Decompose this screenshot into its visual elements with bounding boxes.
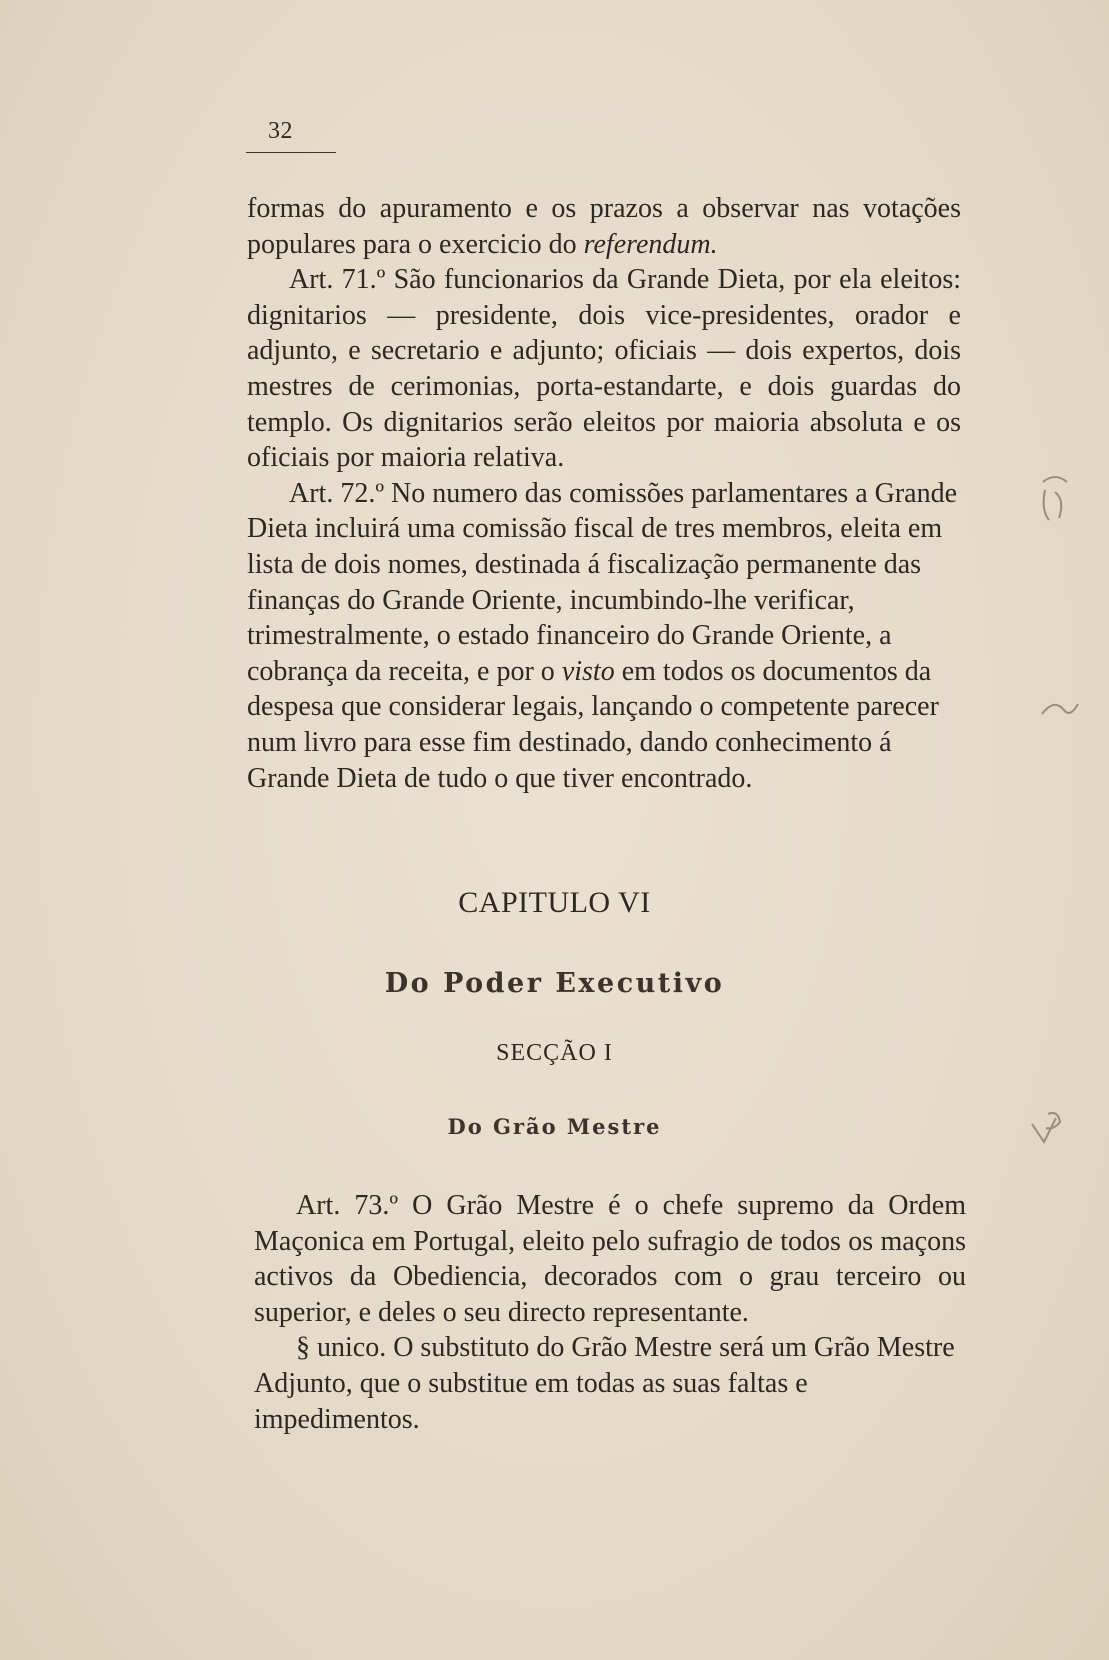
paragraph-art-71: Art. 71.º São funcionarios da Grande Dieta, por ela eleitos: dignitarios — presidente, dois vice-presidentes, orador e adjunto, e secretario e adjunto; oficiais — dois expertos, dois mestres de cerimonias, porta-estandarte, e dois guardas do templo. Os dignitarios serão eleitos por maioria absoluta e os oficiais por maioria relativa. <box>247 264 961 474</box>
paragraph-art-73: Art. 73.º O Grão Mestre é o chefe supremo da Ordem Maçonica em Portugal, eleito pelo sufragio de todos os maçons activos da Obediencia, decorados com o grau terceiro ou superior, e deles o seu directo representante. <box>254 1190 966 1328</box>
paragraph-art-72 <box>247 476 961 796</box>
paragraph-text: em todos os documentos da despesa que considerar legais, lançando o competente parecer num livro para esse fim destinado, dando conhecimento á Grande Dieta de tudo o que tiver encontrado. <box>247 655 939 794</box>
chapter-subtitle: Do Poder Executivo <box>384 968 725 999</box>
paragraph-referendum <box>247 191 961 262</box>
section-heading: SECÇÃO I <box>496 1040 613 1066</box>
text-block-articles-71-72 <box>247 191 961 796</box>
section-title: Do Grão Mestre <box>447 1114 662 1139</box>
text-block-article-73 <box>254 1188 966 1437</box>
italic-visto: visto <box>561 655 615 687</box>
margin-mark-icon <box>1028 1108 1068 1158</box>
page-number: 32 <box>268 118 293 144</box>
paragraph-text: Art. 72.º No numero das comissões parlamentares a Grande Dieta incluirá uma comissão fiscal de tres membros, eleita em lista de dois nomes, destinada á fiscalização permanente das finanças do Grande Oriente, incumbindo-lhe verificar, trimestralmente, o estado financeiro do Grande Oriente, a cobrança da receita, e por o <box>247 477 958 687</box>
page-number-rule <box>246 152 336 153</box>
margin-mark-icon <box>1035 470 1075 530</box>
italic-referendum: referendum. <box>583 228 718 260</box>
paragraph-unico: § unico. O substituto do Grão Mestre será um Grão Mestre Adjunto, que o substitue em todas as suas faltas e impedimentos. <box>254 1332 955 1435</box>
chapter-title: CAPITULO VI <box>458 886 651 919</box>
margin-mark-icon <box>1040 690 1080 730</box>
paragraph-text: formas do apuramento e os prazos a observar nas votações populares para o exercicio do <box>247 193 961 260</box>
